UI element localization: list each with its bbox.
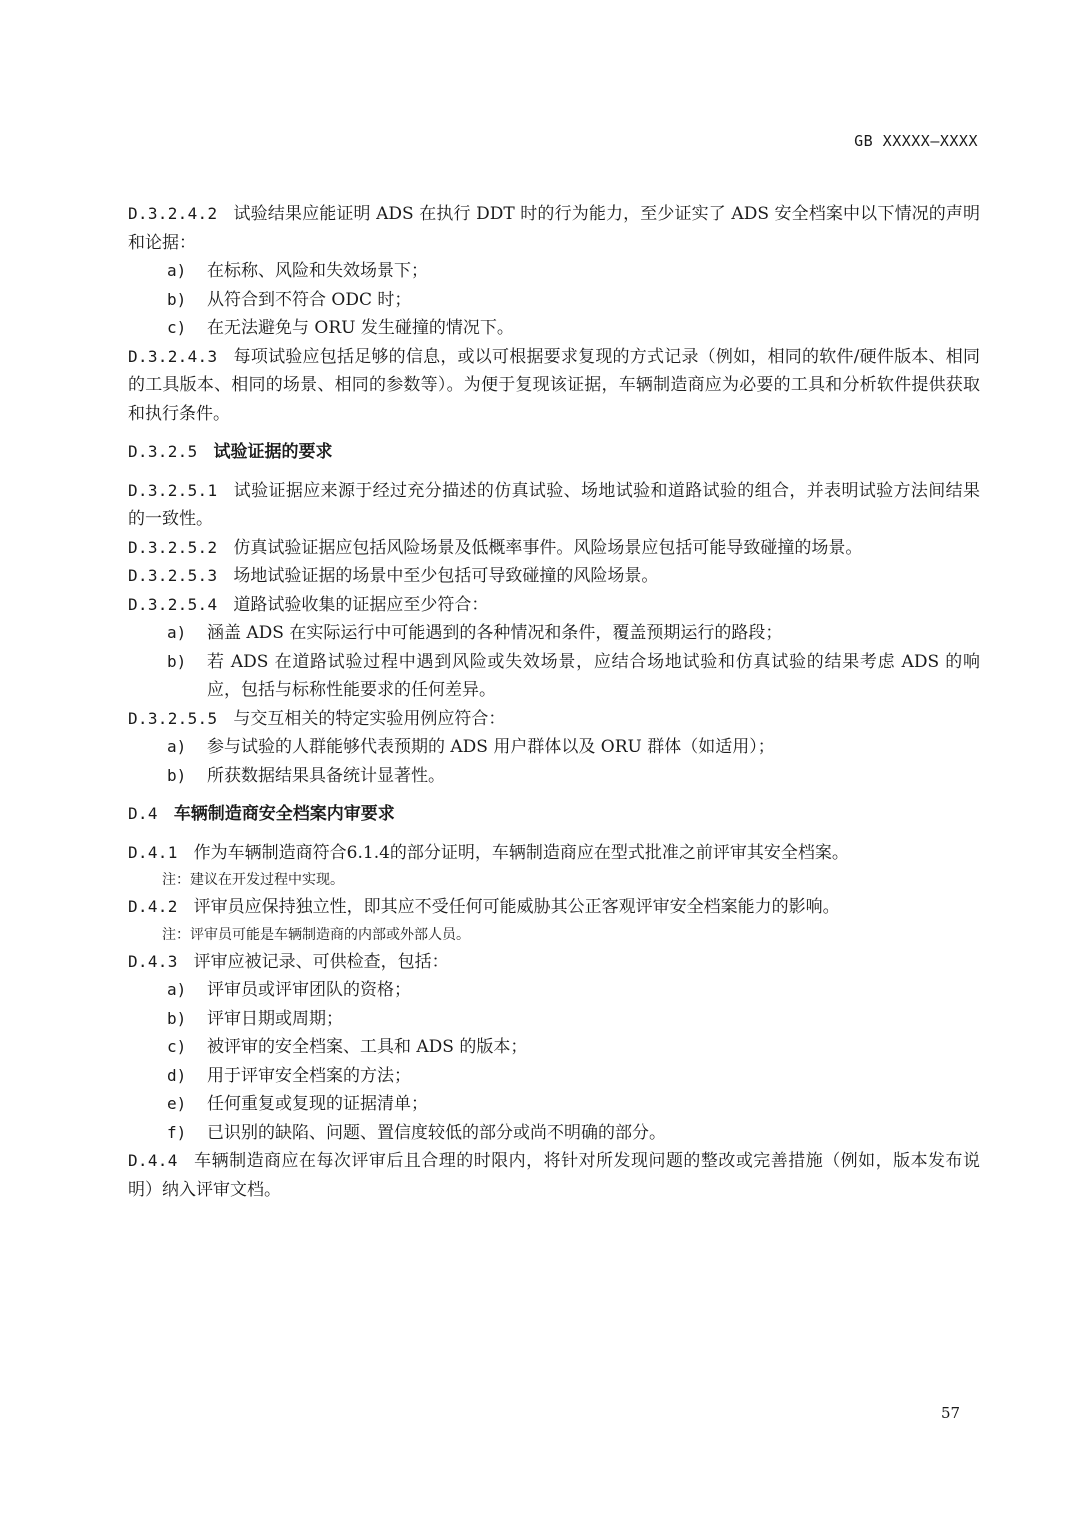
clause-paragraph xyxy=(128,1147,980,1204)
list-item-text: 所获数据结果具备统计显著性。 xyxy=(207,765,445,786)
clause-paragraph xyxy=(128,893,980,922)
list-marker: a) xyxy=(167,623,187,642)
clause-text: 场地试验证据的场景中至少包括可导致碰撞的风险场景。 xyxy=(233,566,659,586)
section-number: D.3.2.5 xyxy=(128,442,198,461)
list-item-text: 若 ADS 在道路试验过程中遇到风险或失效场景，应结合场地试验和仿真试验的结果考虑 ADS 的响应，包括与标称性能要求的任何差异。 xyxy=(207,651,980,700)
clause-paragraph xyxy=(128,705,980,734)
list-item xyxy=(128,619,980,648)
note xyxy=(162,867,980,893)
clause-paragraph xyxy=(128,477,980,534)
list-marker: c) xyxy=(167,1037,187,1056)
list-item-text: 已识别的缺陷、问题、置信度较低的部分或尚不明确的部分。 xyxy=(207,1122,666,1143)
list-marker: f) xyxy=(167,1122,187,1142)
note-text: 评审员可能是车辆制造商的内部或外部人员。 xyxy=(190,926,470,943)
list-item xyxy=(128,648,980,705)
list-item xyxy=(128,257,980,286)
section-title: 试验证据的要求 xyxy=(213,442,333,462)
clause-number: D.3.2.4.3 xyxy=(128,346,218,366)
clause-text: 每项试验应包括足够的信息，或以可根据要求复现的方式记录（例如，相同的软件/硬件版本、相同的工具版本、相同的场景、相同的参数等）。为便于复现该证据，车辆制造商应为必要的工具和分析软件提供获取和执行条件。 xyxy=(128,346,980,424)
list-marker: d) xyxy=(167,1065,187,1085)
clause-text: 作为车辆制造商符合6.1.4的部分证明，车辆制造商应在型式批准之前评审其安全档案。 xyxy=(193,842,849,863)
list-marker: a) xyxy=(167,737,187,756)
list-marker: e) xyxy=(167,1094,187,1113)
note-label: 注： xyxy=(162,872,190,888)
document-body xyxy=(128,200,980,1204)
list-item-text: 评审日期或周期； xyxy=(207,1008,343,1029)
clause-paragraph xyxy=(128,948,980,977)
list-item xyxy=(128,733,980,762)
list-marker: a) xyxy=(167,261,187,280)
note-label: 注： xyxy=(162,926,190,943)
clause-number: D.4.2 xyxy=(128,897,178,916)
list-marker: b) xyxy=(167,1008,187,1028)
list-item-text: 从符合到不符合 ODC 时； xyxy=(207,289,412,310)
list-marker: b) xyxy=(167,651,187,671)
list-item xyxy=(128,314,980,343)
list-item-text: 在无法避免与 ORU 发生碰撞的情况下。 xyxy=(207,318,514,338)
clause-text: 道路试验收集的证据应至少符合： xyxy=(233,594,489,615)
clause-number: D.3.2.5.2 xyxy=(128,537,218,557)
clause-text: 评审应被记录、可供检查，包括： xyxy=(193,951,449,972)
section-heading xyxy=(128,800,980,829)
note xyxy=(162,922,980,948)
document-standard-id: GB XXXXX—XXXX xyxy=(854,132,978,150)
clause-text: 试验证据应来源于经过充分描述的仿真试验、场地试验和道路试验的组合，并表明试验方法间结果的一致性。 xyxy=(128,480,980,529)
clause-paragraph xyxy=(128,200,980,257)
clause-number: D.4.4 xyxy=(128,1151,178,1170)
clause-text: 车辆制造商应在每次评审后且合理的时限内，将针对所发现问题的整改或完善措施（例如，版本发布说明）纳入评审文档。 xyxy=(128,1151,980,1200)
clause-number: D.4.3 xyxy=(128,951,178,971)
clause-paragraph xyxy=(128,839,980,868)
page-number: 57 xyxy=(941,1404,961,1422)
clause-paragraph xyxy=(128,591,980,620)
clause-paragraph xyxy=(128,534,980,563)
list-item xyxy=(128,1119,980,1148)
list-marker: a) xyxy=(167,980,187,999)
clause-number: D.3.2.4.2 xyxy=(128,204,218,223)
section-title: 车辆制造商安全档案内审要求 xyxy=(173,804,395,824)
list-item-text: 参与试验的人群能够代表预期的 ADS 用户群体以及 ORU 群体（如适用）； xyxy=(207,737,775,757)
list-item xyxy=(128,762,980,791)
list-item-text: 评审员或评审团队的资格； xyxy=(207,980,411,1000)
clause-text: 试验结果应能证明 ADS 在执行 DDT 时的行为能力，至少证实了 ADS 安全档案中以下情况的声明和论据： xyxy=(128,204,980,253)
list-item xyxy=(128,976,980,1005)
list-item-text: 涵盖 ADS 在实际运行中可能遇到的各种情况和条件，覆盖预期运行的路段； xyxy=(207,623,783,643)
clause-paragraph xyxy=(128,343,980,429)
section-number: D.4 xyxy=(128,804,158,823)
list-item xyxy=(128,1005,980,1034)
list-marker: c) xyxy=(167,318,187,337)
list-item xyxy=(128,1090,980,1119)
clause-paragraph xyxy=(128,562,980,591)
clause-text: 与交互相关的特定实验用例应符合： xyxy=(233,708,506,729)
clause-number: D.3.2.5.3 xyxy=(128,566,218,585)
clause-text: 评审员应保持独立性，即其应不受任何可能威胁其公正客观评审安全档案能力的影响。 xyxy=(193,897,840,917)
list-item-text: 任何重复或复现的证据清单； xyxy=(207,1094,428,1114)
list-item-text: 被评审的安全档案、工具和 ADS 的版本； xyxy=(207,1037,528,1057)
note-text: 建议在开发过程中实现。 xyxy=(190,872,344,888)
clause-text: 仿真试验证据应包括风险场景及低概率事件。风险场景应包括可能导致碰撞的场景。 xyxy=(233,537,863,558)
list-item xyxy=(128,1062,980,1091)
list-item-text: 在标称、风险和失效场景下； xyxy=(207,261,428,281)
list-marker: b) xyxy=(167,765,187,785)
list-marker: b) xyxy=(167,289,187,309)
clause-number: D.3.2.5.4 xyxy=(128,594,218,614)
list-item xyxy=(128,286,980,315)
clause-number: D.4.1 xyxy=(128,842,178,862)
clause-number: D.3.2.5.1 xyxy=(128,480,218,500)
clause-number: D.3.2.5.5 xyxy=(128,708,218,728)
list-item-text: 用于评审安全档案的方法； xyxy=(207,1065,411,1086)
section-heading xyxy=(128,438,980,467)
list-item xyxy=(128,1033,980,1062)
